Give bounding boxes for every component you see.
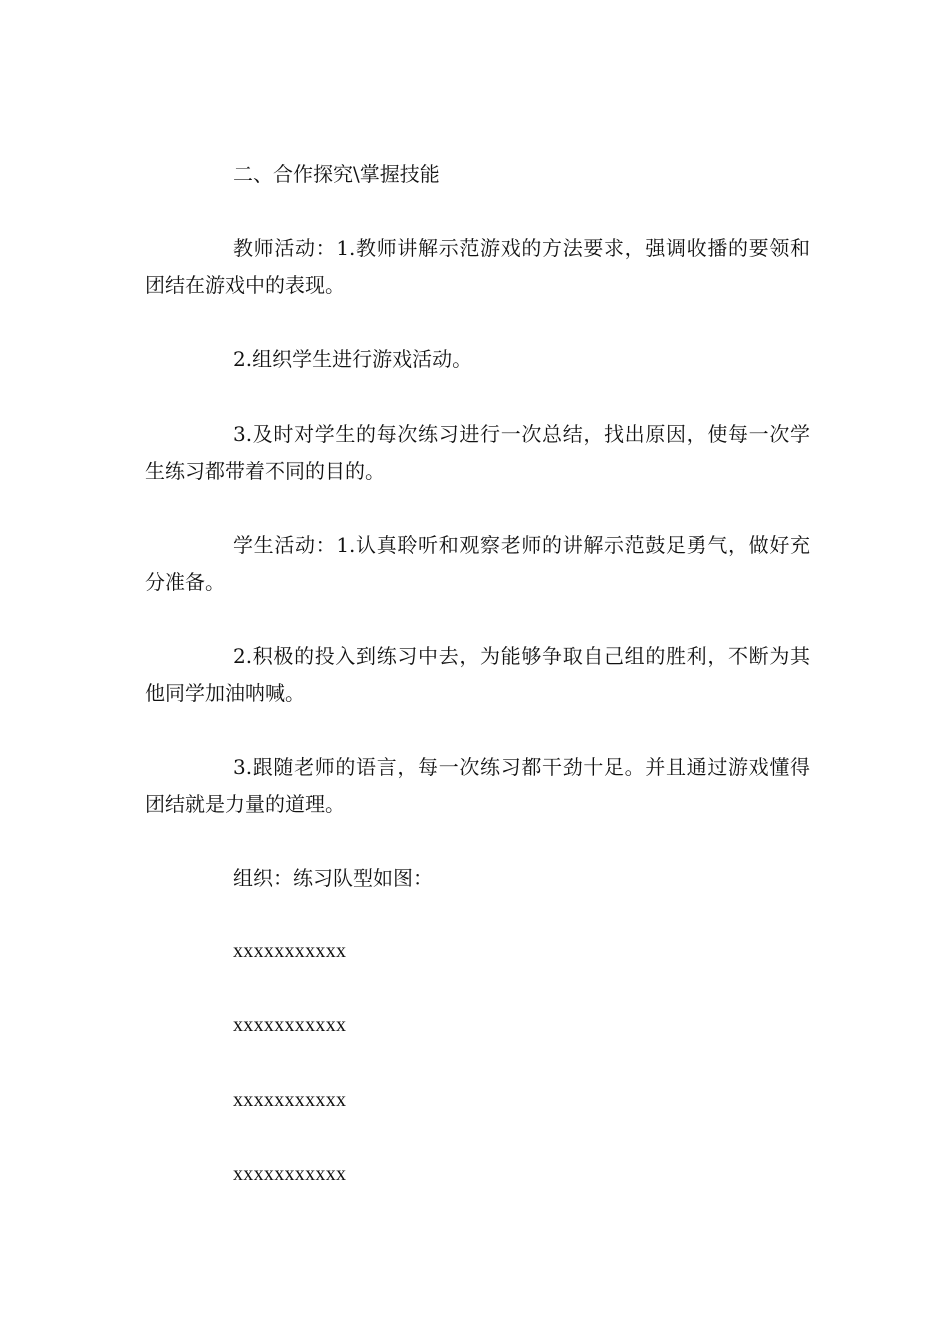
paragraph-teacher-activity-1: 教师活动：1.教师讲解示范游戏的方法要求，强调收播的要领和团结在游戏中的表现。 <box>145 236 810 297</box>
formation-row: xxxxxxxxxxx <box>233 940 347 962</box>
paragraph-teacher-activity-2: 2.组织学生进行游戏活动。 <box>233 347 473 371</box>
paragraph-teacher-activity-3: 3.及时对学生的每次练习进行一次总结，找出原因，使每一次学生练习都带着不同的目的。 <box>145 422 810 483</box>
paragraph-organization: 组织：练习队型如图： <box>233 866 433 890</box>
formation-row: xxxxxxxxxxx <box>233 1089 347 1111</box>
formation-row: xxxxxxxxxxx <box>233 1014 347 1036</box>
paragraph-student-activity-2: 2.积极的投入到练习中去，为能够争取自己组的胜利，不断为其他同学加油呐喊。 <box>145 644 810 705</box>
section-heading: 二、合作探究\掌握技能 <box>233 162 440 186</box>
formation-row: xxxxxxxxxxx <box>233 1163 347 1185</box>
paragraph-student-activity-3: 3.跟随老师的语言，每一次练习都干劲十足。并且通过游戏懂得团结就是力量的道理。 <box>145 755 810 816</box>
paragraph-student-activity-1: 学生活动：1.认真聆听和观察老师的讲解示范鼓足勇气，做好充分准备。 <box>145 533 810 594</box>
